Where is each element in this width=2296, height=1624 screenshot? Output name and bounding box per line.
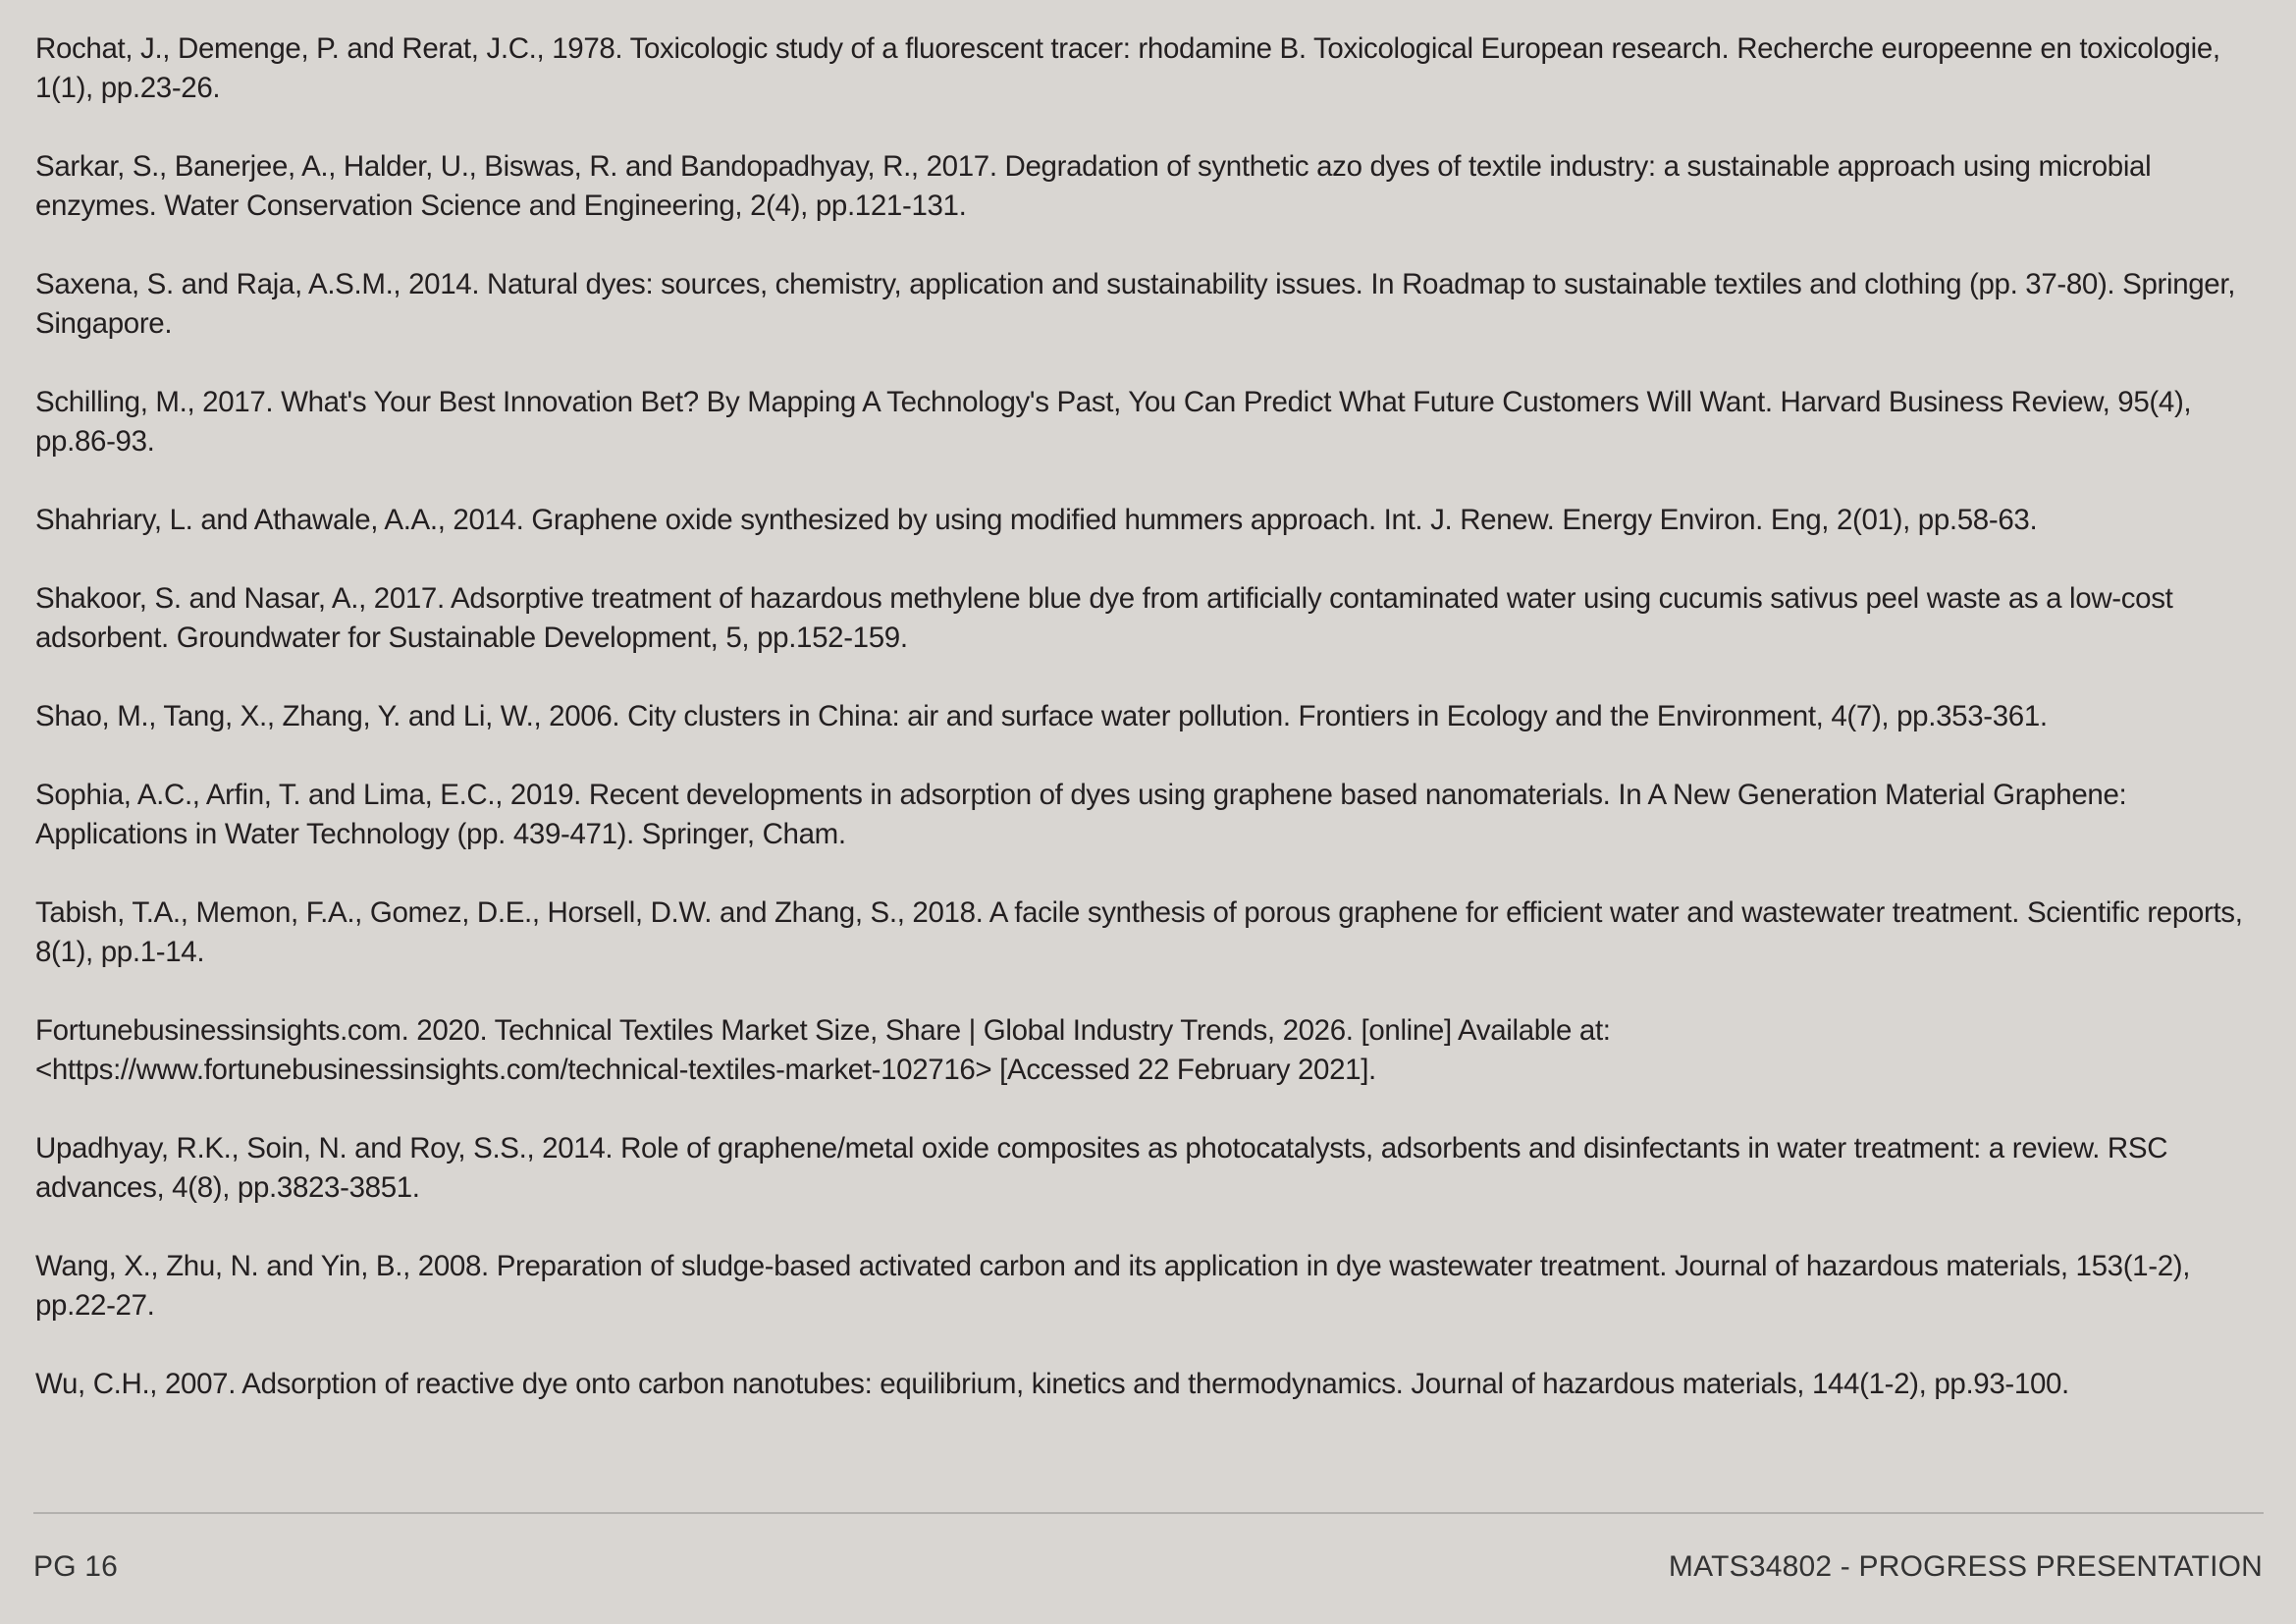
reference-entry: Wang, X., Zhu, N. and Yin, B., 2008. Preparation of sludge-based activated carbon and its application in dye wastewater treatment. Journal of hazardous materials, 153(1-2), pp.22-27. — [35, 1250, 2191, 1322]
reference-entry: Rochat, J., Demenge, P. and Rerat, J.C., 1978. Toxicologic study of a fluorescent tracer: rhodamine B. Toxicological European research. Recherche europeenne en toxicologie, 1(1), pp.23-26. — [35, 32, 2220, 104]
footer-divider — [33, 1512, 2264, 1514]
reference-entry: Tabish, T.A., Memon, F.A., Gomez, D.E., Horsell, D.W. and Zhang, S., 2018. A facile synthesis of porous graphene for efficient water and wastewater treatment. Scientific reports, 8(1), pp.1-14. — [35, 896, 2243, 968]
reference-entry: Upadhyay, R.K., Soin, N. and Roy, S.S., 2014. Role of graphene/metal oxide composites as photocatalysts, adsorbents and disinfectants in water treatment: a review. RSC advances, 4(8), pp.3823-3851. — [35, 1132, 2168, 1204]
reference-entry: Sophia, A.C., Arfin, T. and Lima, E.C., 2019. Recent developments in adsorption of dyes using graphene based nanomaterials. In A New Generation Material Graphene: Applications in Water Technology (pp. 439-471). Springer, Cham. — [35, 779, 2127, 850]
reference-entry: Shakoor, S. and Nasar, A., 2017. Adsorptive treatment of hazardous methylene blue dye from artificially contaminated water using cucumis sativus peel waste as a low-cost adsorbent. Groundwater for Sustainable Development, 5, pp.152-159. — [35, 582, 2173, 654]
reference-entry: Wu, C.H., 2007. Adsorption of reactive dye onto carbon nanotubes: equilibrium, kinetics and thermodynamics. Journal of hazardous materials, 144(1-2), pp.93-100. — [35, 1368, 2069, 1400]
reference-entry: Saxena, S. and Raja, A.S.M., 2014. Natural dyes: sources, chemistry, application and sustainability issues. In Roadmap to sustainable textiles and clothing (pp. 37-80). Springer, Singapore. — [35, 268, 2236, 340]
presentation-title: MATS34802 - PROGRESS PRESENTATION — [1668, 1550, 2263, 1583]
reference-entry: Schilling, M., 2017. What's Your Best Innovation Bet? By Mapping A Technology's Past, You Can Predict What Future Customers Will Want. Harvard Business Review, 95(4), pp.86-93. — [35, 386, 2192, 458]
reference-entry: Shahriary, L. and Athawale, A.A., 2014. Graphene oxide synthesized by using modified hummers approach. Int. J. Renew. Energy Environ. Eng, 2(01), pp.58-63. — [35, 504, 2038, 536]
reference-entry: Shao, M., Tang, X., Zhang, Y. and Li, W., 2006. City clusters in China: air and surface water pollution. Frontiers in Ecology and the Environment, 4(7), pp.353-361. — [35, 700, 2048, 732]
reference-entry: Fortunebusinessinsights.com. 2020. Technical Textiles Market Size, Share | Global Industry Trends, 2026. [online] Available at: <https://www.fortunebusinessinsights.com/technical-textiles-market-102716> [Accessed 22 February 2021]. — [35, 1014, 1611, 1086]
reference-entry: Sarkar, S., Banerjee, A., Halder, U., Biswas, R. and Bandopadhyay, R., 2017. Degradation of synthetic azo dyes of textile industry: a sustainable approach using microbial enzymes. Water Conservation Science and Engineering, 2(4), pp.121-131. — [35, 150, 2152, 222]
page-number: PG 16 — [33, 1550, 119, 1583]
